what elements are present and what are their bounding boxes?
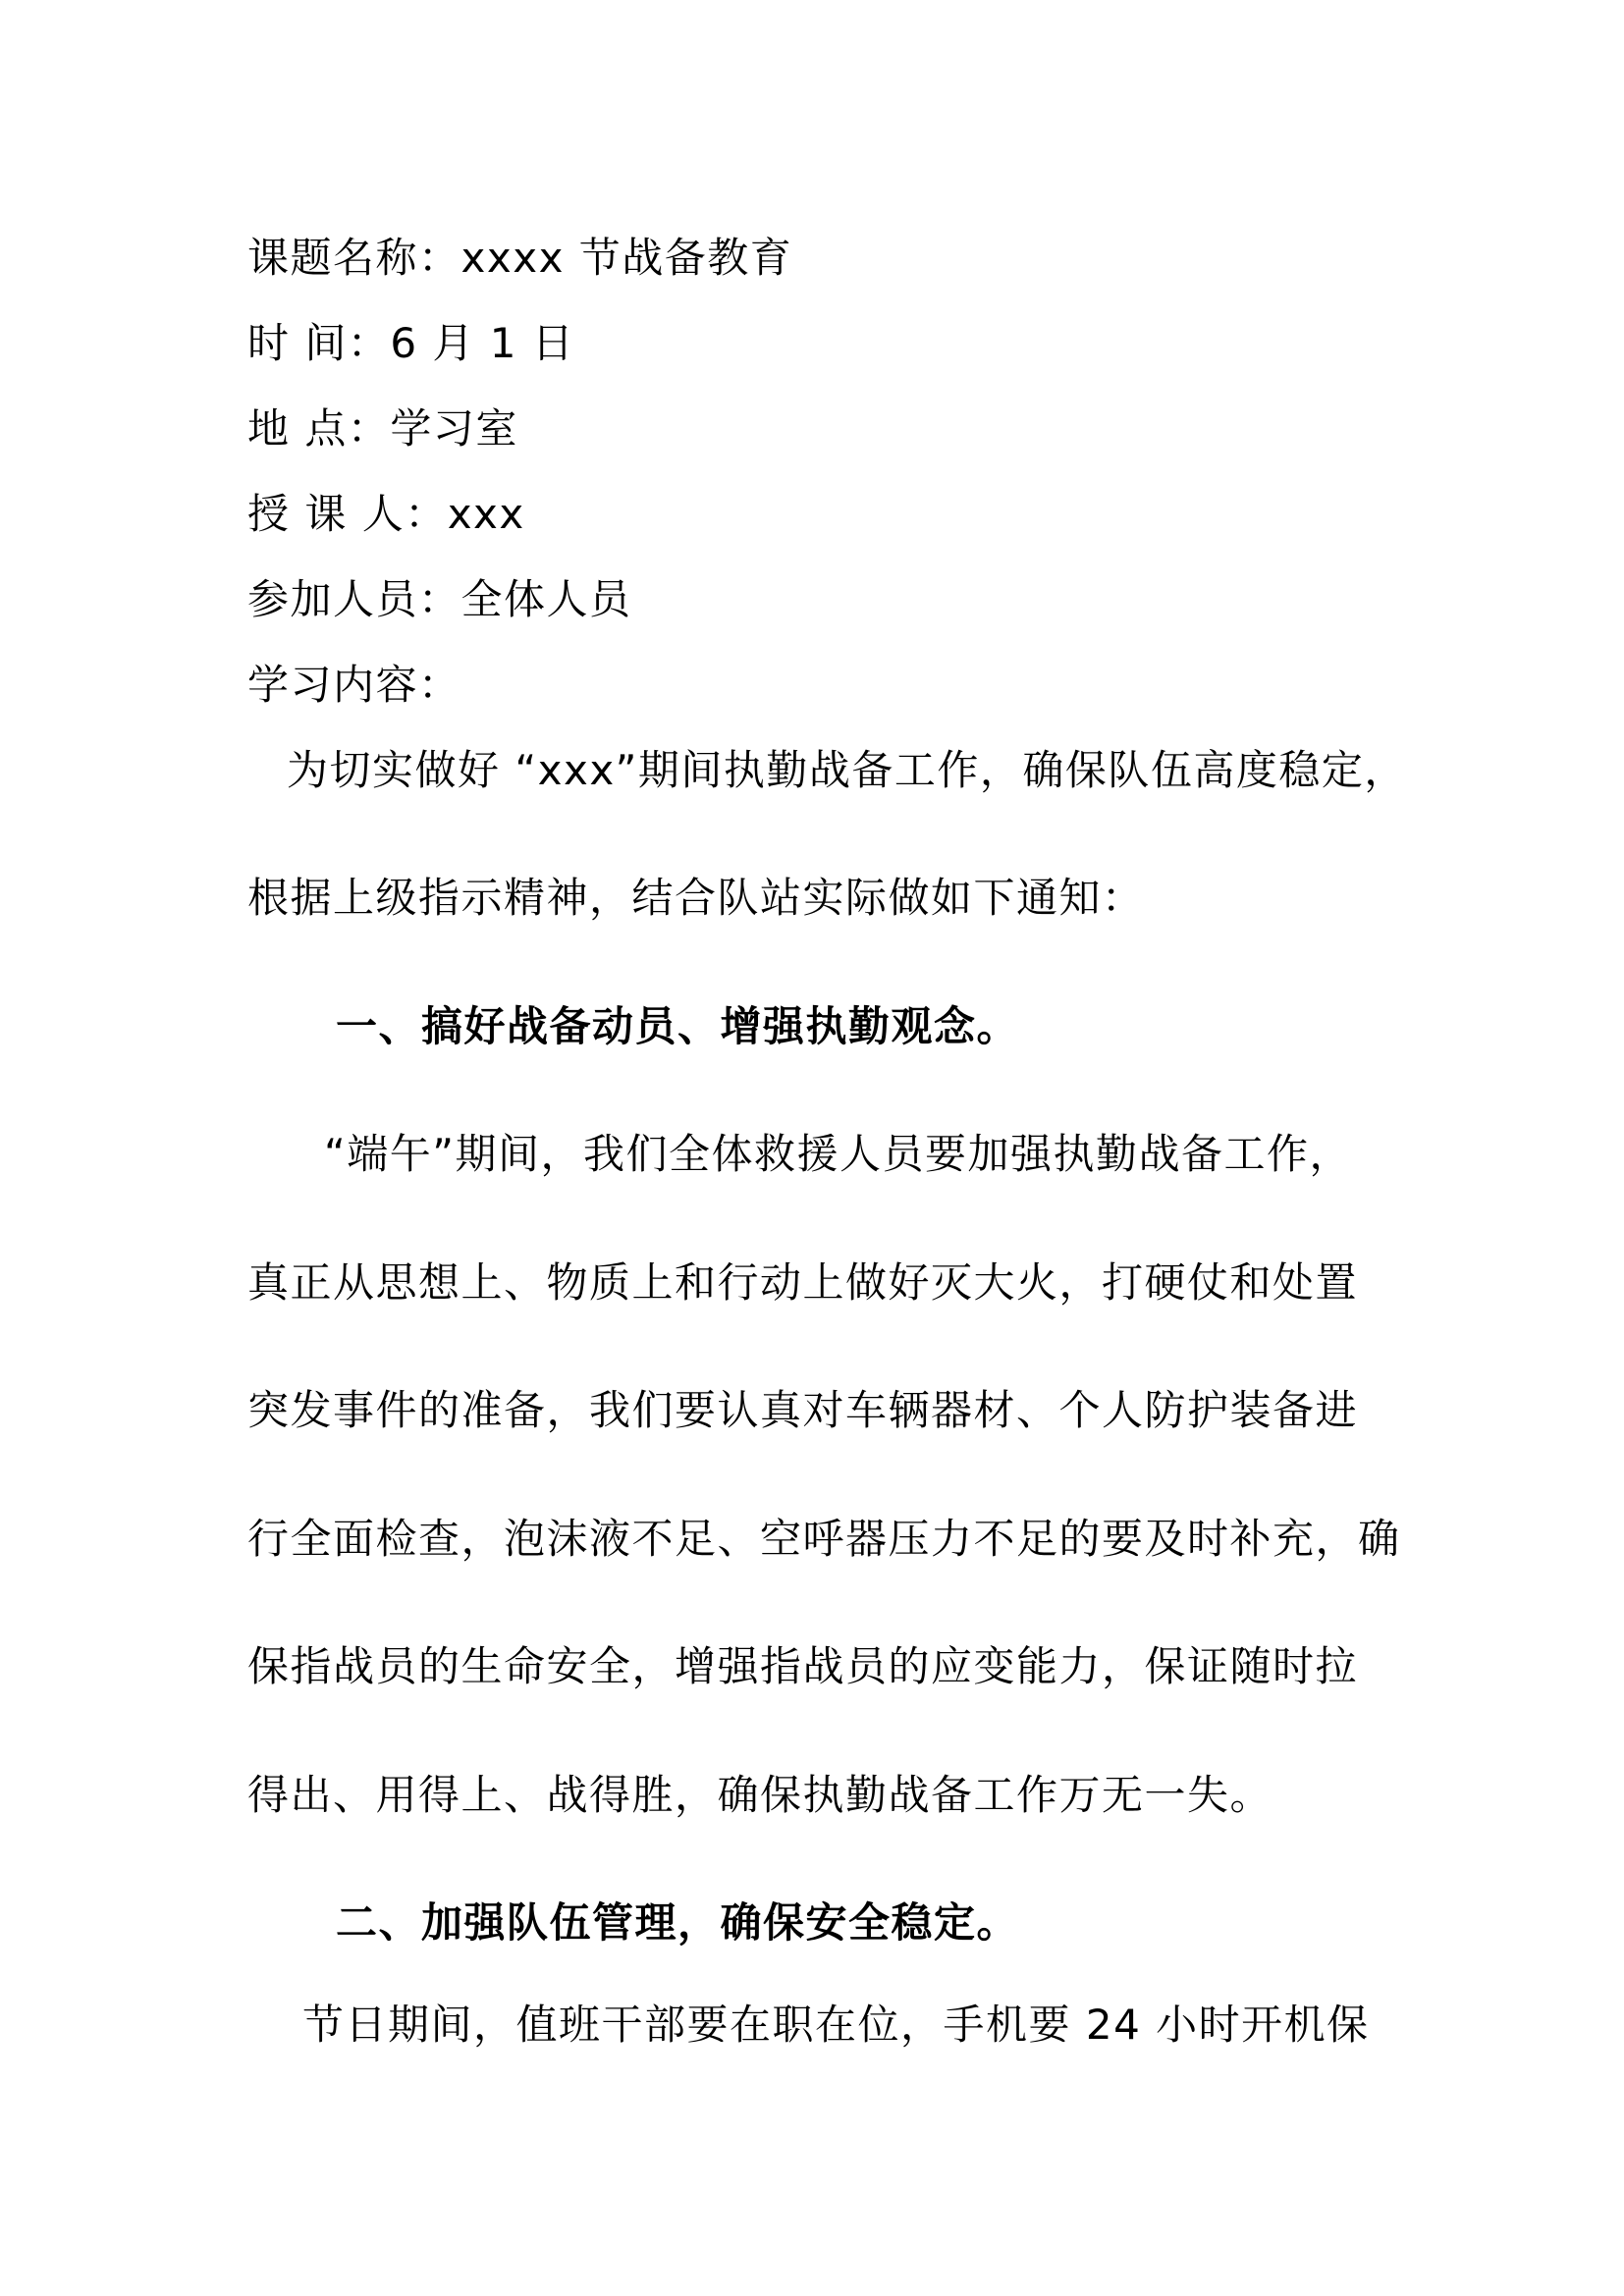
section1-line: 突发事件的准备，我们要认真对车辆器材、个人防护装备进 bbox=[247, 1386, 1359, 1434]
section1-title: 一、搞好战备动员、增强执勤观念。 bbox=[336, 1002, 1020, 1050]
topic-line: 课题名称：xxxx 节战备教育 bbox=[247, 234, 793, 282]
section1-line: “端午”期间，我们全体救援人员要加强执勤战备工作， bbox=[324, 1130, 1353, 1178]
participants-line: 参加人员：全体人员 bbox=[247, 575, 632, 623]
section2-title: 二、加强队伍管理，确保安全稳定。 bbox=[336, 1898, 1020, 1947]
section2-line: 节日期间，值班干部要在职在位，手机要 24 小时开机保 bbox=[302, 2001, 1370, 2049]
lecturer-line: 授 课 人：xxx bbox=[247, 490, 525, 538]
section1-line: 真正从思想上、物质上和行动上做好灭大火，打硬仗和处置 bbox=[247, 1258, 1359, 1307]
intro-line: 为切实做好 “xxx”期间执勤战备工作，确保队伍高度稳定， bbox=[287, 746, 1407, 794]
section1-line: 行全面检查，泡沫液不足、空呼器压力不足的要及时补充，确 bbox=[247, 1515, 1401, 1563]
section1-line: 得出、用得上、战得胜，确保执勤战备工作万无一失。 bbox=[247, 1771, 1273, 1819]
place-line: 地 点：学习室 bbox=[247, 404, 518, 453]
time-line: 时 间：6 月 1 日 bbox=[247, 319, 575, 367]
content-label: 学习内容： bbox=[247, 661, 461, 709]
intro-line: 根据上级指示精神，结合队站实际做如下通知： bbox=[247, 874, 1145, 922]
section1-line: 保指战员的生命安全，增强指战员的应变能力，保证随时拉 bbox=[247, 1642, 1359, 1690]
